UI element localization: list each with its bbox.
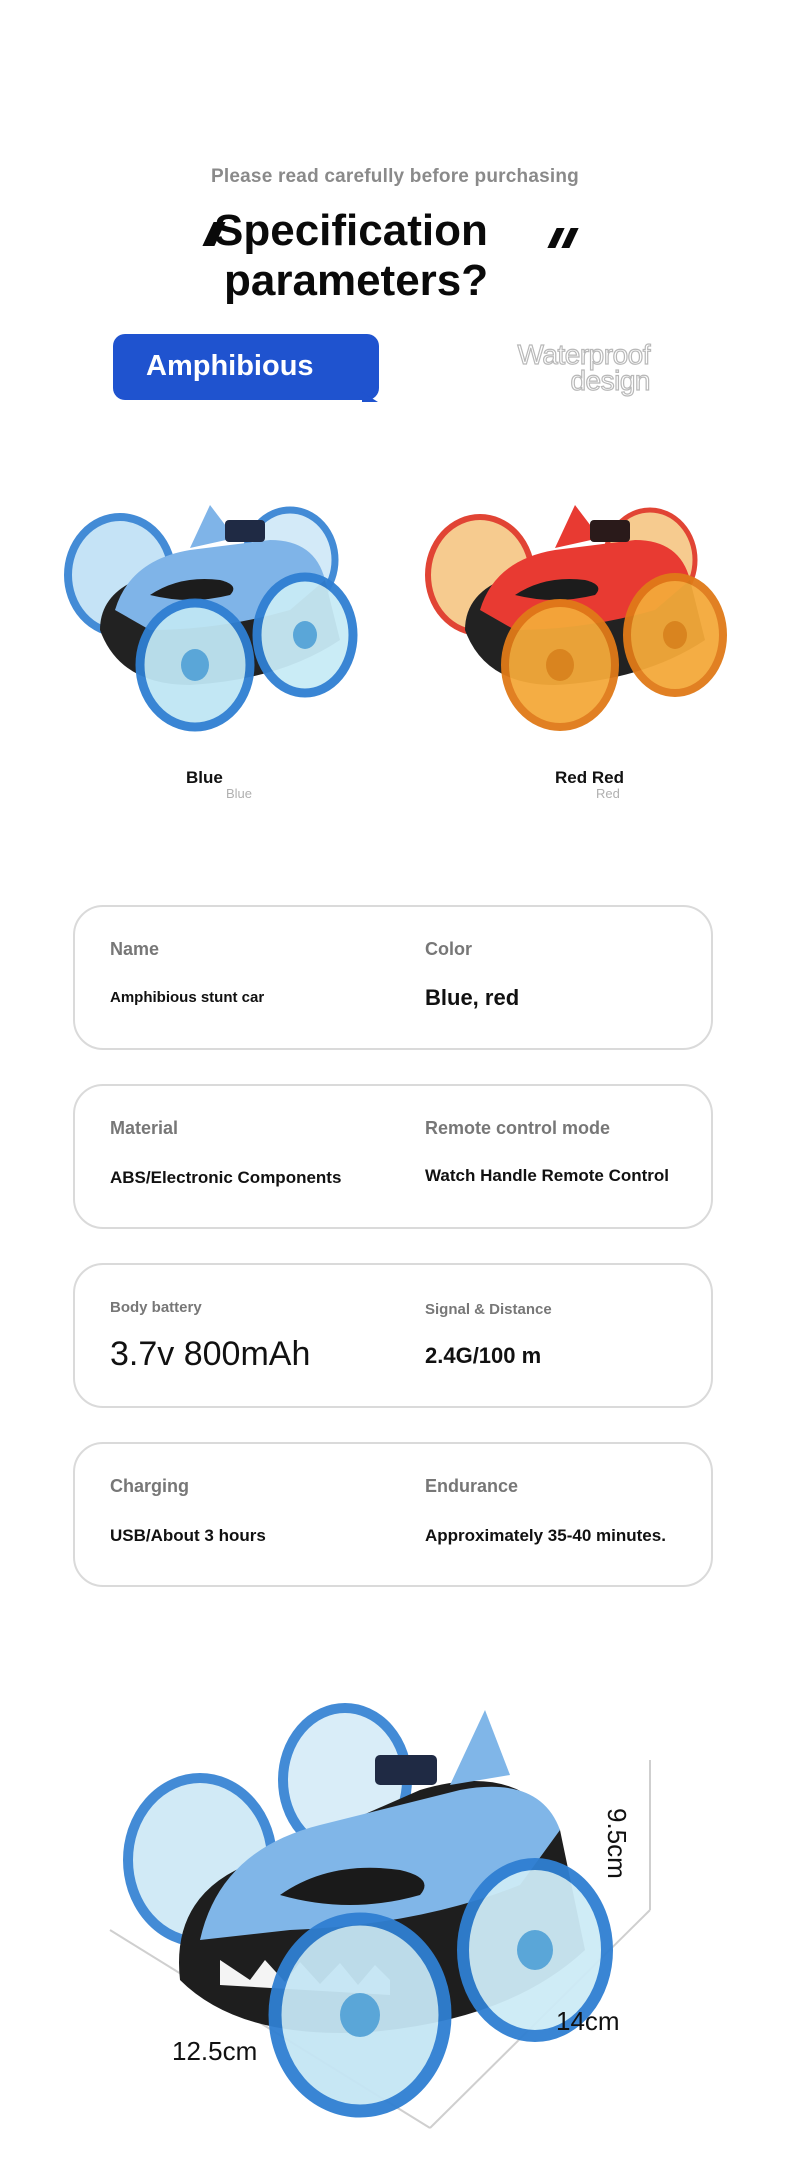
subtitle: Please read carefully before purchasing [211, 166, 579, 187]
watermark-line2: design [570, 365, 650, 396]
variant-red-label: Red Red [555, 768, 624, 787]
spec-value-color: Blue, red [425, 985, 520, 1010]
page-title-line1: Specification [214, 206, 488, 255]
variant-red-ghost: Red [596, 786, 620, 801]
red-car-image [410, 480, 755, 740]
amphibious-badge: Amphibious [113, 334, 379, 400]
spec-value-signal: 2.4G/100 m [425, 1343, 542, 1368]
dimension-height: 9.5cm [602, 1808, 632, 1879]
spec-value-remote-mode: Watch Handle Remote Control [425, 1166, 669, 1185]
spec-label-signal: Signal & Distance [425, 1301, 552, 1318]
spec-value-material: ABS/Electronic Components [110, 1168, 342, 1187]
spec-label-charging: Charging [110, 1476, 189, 1496]
spec-label-remote-mode: Remote control mode [425, 1118, 611, 1138]
spec-value-name: Amphibious stunt car [110, 989, 265, 1006]
dimension-width: 12.5cm [172, 2036, 258, 2066]
spec-label-battery: Body battery [110, 1299, 202, 1316]
spec-card-material-remote [73, 1084, 713, 1229]
variant-blue-ghost: Blue [226, 786, 253, 801]
spec-card-name-color [73, 905, 713, 1050]
dimension-depth: 14cm [556, 2006, 620, 2036]
spec-label-name: Name [110, 939, 160, 959]
page-title-line2: parameters? [224, 256, 489, 305]
waterproof-watermark [490, 339, 650, 396]
spec-value-endurance: Approximately 35-40 minutes. [425, 1526, 666, 1545]
spec-label-endurance: Endurance [425, 1476, 519, 1496]
spec-card-battery-signal [73, 1263, 713, 1408]
spec-value-battery: 3.7v 800mAh [110, 1335, 311, 1373]
spec-value-charging: USB/About 3 hours [110, 1526, 266, 1545]
blue-car-image [40, 480, 385, 740]
close-quote-mark-2 [561, 228, 578, 248]
variant-blue-label: Blue [186, 768, 223, 787]
spec-label-material: Material [110, 1118, 179, 1138]
spec-card-charging-endurance [73, 1442, 713, 1587]
spec-label-color: Color [425, 939, 472, 959]
watermark-line1: Waterproof [517, 339, 650, 370]
